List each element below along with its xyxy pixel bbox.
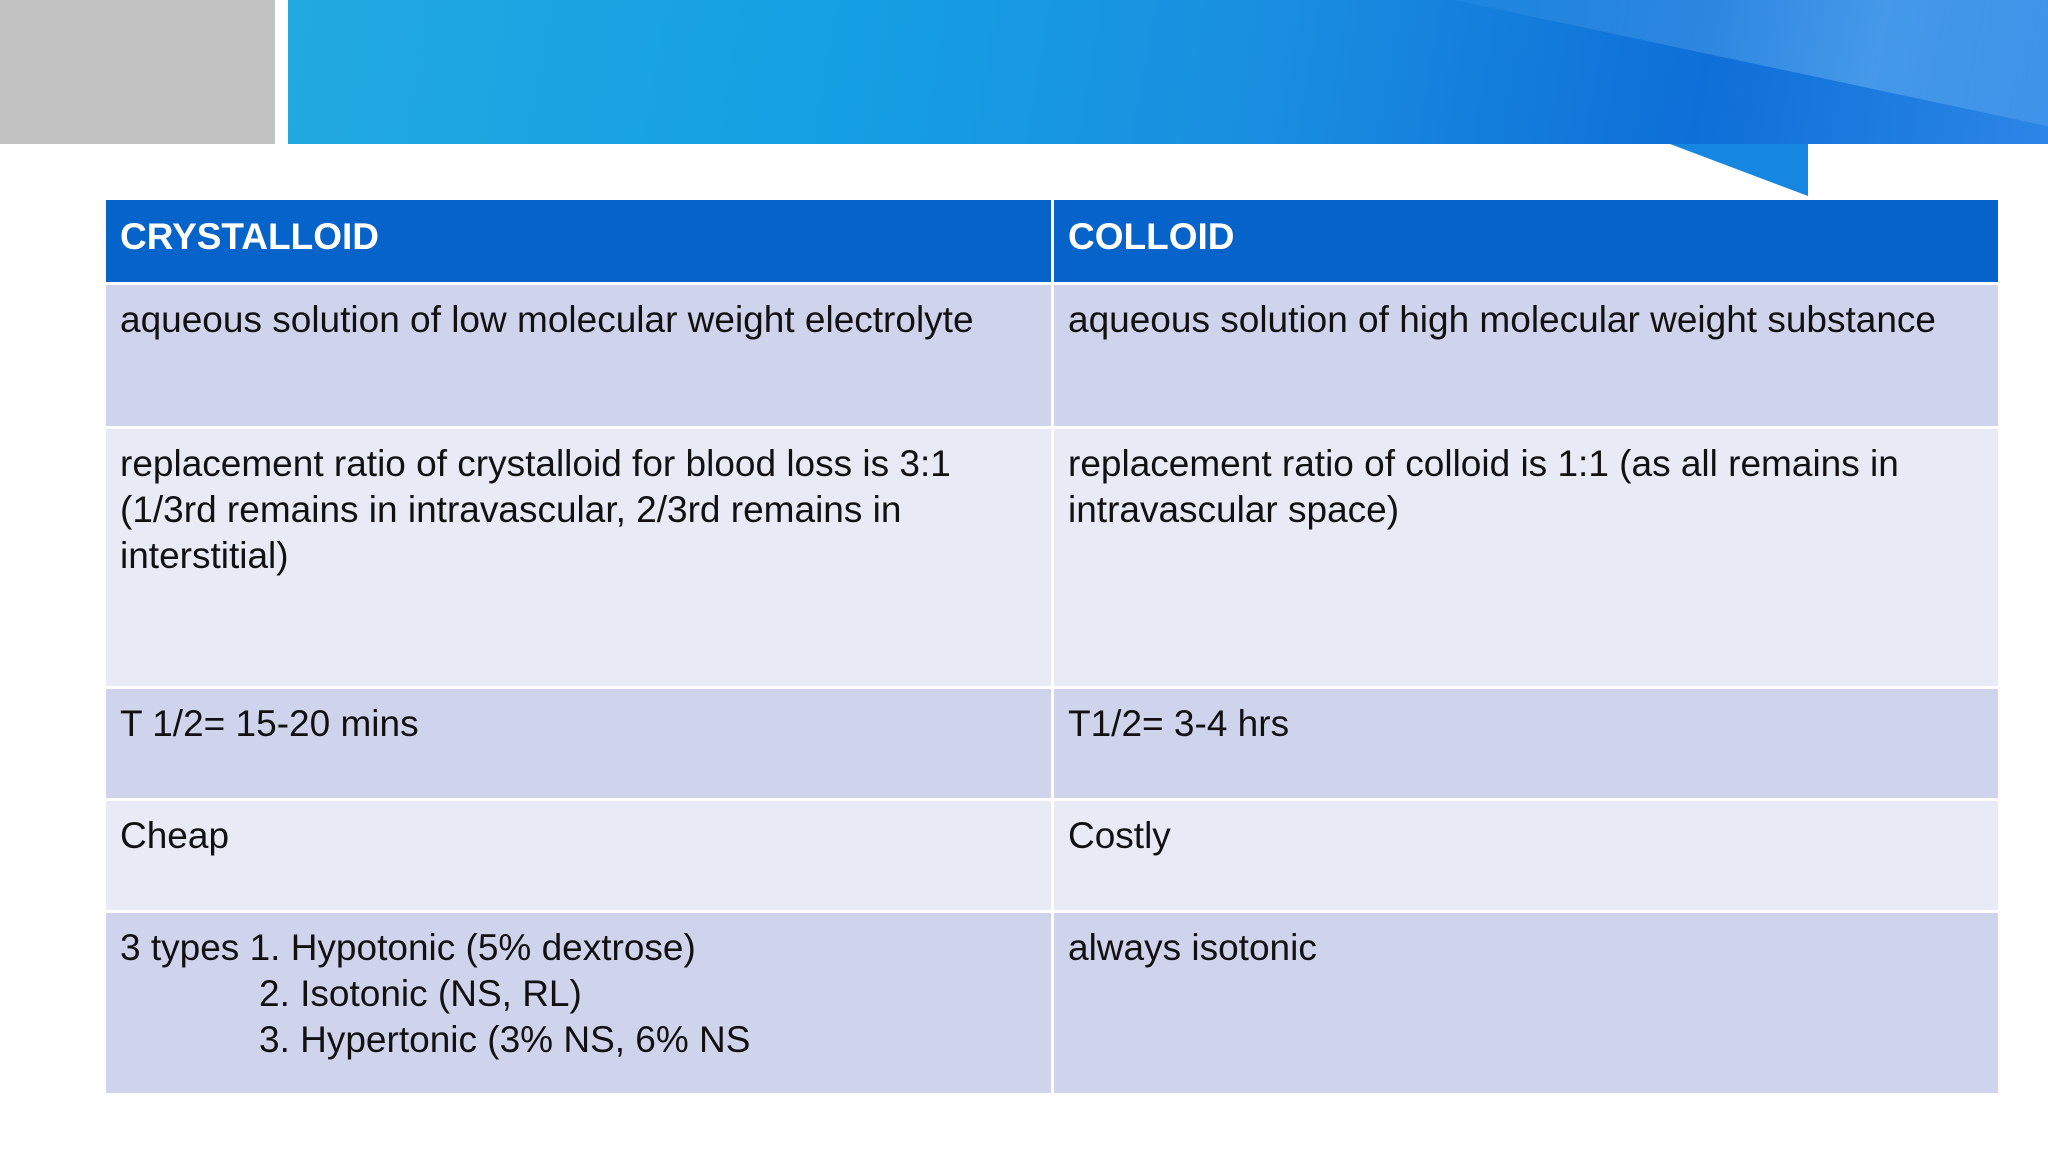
colloid-half-life: T1/2= 3-4 hrs [1053,688,2000,800]
crystalloid-types [105,912,1053,1095]
comparison-table [103,197,2001,1096]
crystalloid-types-line-3: 3. Hypertonic (3% NS, 6% NS [259,1019,751,1060]
header-crystalloid: CRYSTALLOID [105,199,1053,284]
table-row [105,284,2000,428]
table-row [105,688,2000,800]
crystalloid-half-life: T 1/2= 15-20 mins [105,688,1053,800]
table-header-row [105,199,2000,284]
header-colloid: COLLOID [1053,199,2000,284]
table-row [105,912,2000,1095]
corner-gray-block [0,0,275,144]
crystalloid-definition: aqueous solution of low molecular weight electrolyte [105,284,1053,428]
crystalloid-types-line-1: 3 types 1. Hypotonic (5% dextrose) [120,927,696,968]
colloid-cost: Costly [1053,800,2000,912]
crystalloid-types-line-2: 2. Isotonic (NS, RL) [259,973,582,1014]
crystalloid-cost: Cheap [105,800,1053,912]
header-banner [288,0,2048,144]
colloid-definition: aqueous solution of high molecular weight substance [1053,284,2000,428]
crystalloid-replacement-ratio: replacement ratio of crystalloid for blood loss is 3:1 (1/3rd remains in intravascular, 2/3rd remains in interstitial) [105,428,1053,688]
banner-highlight [1383,0,2048,144]
colloid-replacement-ratio: replacement ratio of colloid is 1:1 (as all remains in intravascular space) [1053,428,2000,688]
table-row [105,800,2000,912]
colloid-types: always isotonic [1053,912,2000,1095]
table-row [105,428,2000,688]
